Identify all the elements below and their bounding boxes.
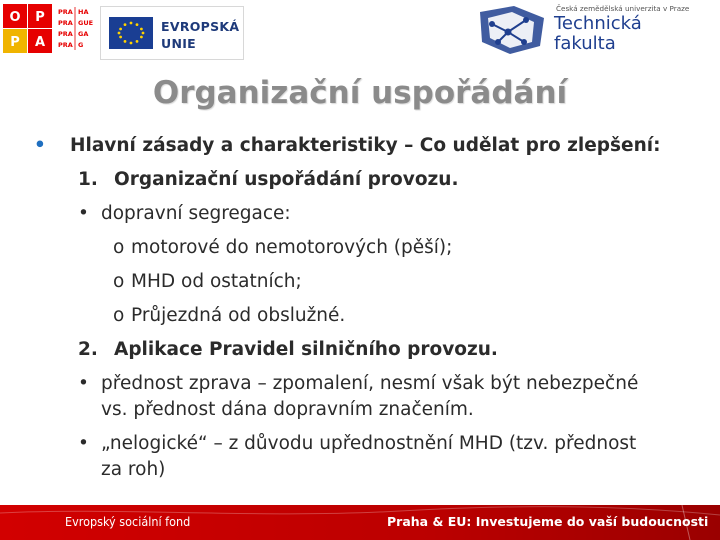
praha-grid-3: GUE: [78, 19, 94, 27]
tf-line1: Technická: [554, 13, 642, 34]
header: [0, 0, 720, 66]
list-item-text: dopravní segregace:: [101, 203, 291, 224]
praha-grid-1: HA: [78, 8, 89, 16]
number-marker: 1.: [78, 169, 98, 190]
praha-grid-5: GA: [78, 30, 89, 38]
praha-grid-7: G: [78, 41, 84, 49]
eu-logo: [100, 6, 244, 60]
list-item: [113, 304, 346, 328]
tf-line2: fakulta: [554, 33, 616, 54]
circle-marker: o: [113, 237, 125, 258]
number-marker: 2.: [78, 339, 98, 360]
technicka-fakulta-logo: [470, 0, 720, 60]
praha-grid-2: PRA: [58, 19, 73, 27]
eu-flag-icon: [109, 17, 153, 49]
list-item: [113, 236, 453, 260]
list-item: [78, 432, 637, 456]
list-item-text: Organizační uspořádání provozu.: [114, 169, 459, 190]
eu-text: [161, 18, 239, 52]
list-item: [34, 134, 661, 158]
list-item: [78, 372, 639, 396]
footer-right-text: Praha & EU: Investujeme do vaší budoucnosti: [387, 514, 709, 529]
praha-grid-6: PRA: [58, 41, 73, 49]
praha-grid-4: PRA: [58, 30, 73, 38]
tf-emblem-icon: [474, 2, 550, 58]
list-item: [78, 202, 291, 226]
list-item-text: přednost zprava – zpomalení, nesmí však být nebezpečné: [101, 373, 639, 394]
footer-left-text: Evropský sociální fond: [65, 514, 191, 529]
eu-text-line2: UNIE: [161, 36, 197, 51]
opp-letter-a: A: [34, 35, 46, 50]
list-item-text: Aplikace Pravidel silničního provozu.: [114, 339, 498, 360]
opp-letter-p1: P: [35, 10, 45, 25]
list-item-text: Hlavní zásady a charakteristiky – Co udělat pro zlepšení:: [70, 135, 661, 156]
list-item-text: MHD od ostatních;: [131, 271, 302, 292]
list-item: [78, 338, 498, 362]
list-item-text: motorové do nemotorových (pěší);: [131, 237, 453, 258]
circle-marker: o: [113, 305, 125, 326]
eu-text-line1: EVROPSKÁ: [161, 19, 240, 34]
opp-letter-o: O: [9, 10, 21, 25]
opp-praha-logo: [3, 4, 95, 56]
list-item-continuation: [101, 458, 165, 482]
list-item-text: za roh): [101, 459, 166, 480]
bullet-marker: •: [78, 203, 89, 224]
list-item-text: „nelogické“ – z důvodu upřednostnění MHD (tzv. přednost: [101, 433, 637, 454]
list-item-text: Průjezdná od obslužné.: [131, 305, 346, 326]
list-item: [113, 270, 302, 294]
tf-name: [554, 14, 642, 54]
list-item-continuation: [101, 398, 474, 422]
tf-university-name: Česká zemědělská univerzita v Praze: [556, 4, 690, 13]
footer-bar: [0, 505, 720, 540]
bullet-marker: •: [78, 373, 89, 394]
bullet-marker: •: [78, 433, 89, 454]
praha-grid-0: PRA: [58, 8, 73, 16]
slide-title: Organizační uspořádání: [152, 75, 568, 111]
list-item-text: vs. přednost dána dopravním značením.: [101, 399, 474, 420]
opp-letter-p2: P: [10, 35, 20, 50]
bullet-marker: •: [34, 135, 46, 156]
circle-marker: o: [113, 271, 125, 292]
list-item: [78, 168, 459, 192]
